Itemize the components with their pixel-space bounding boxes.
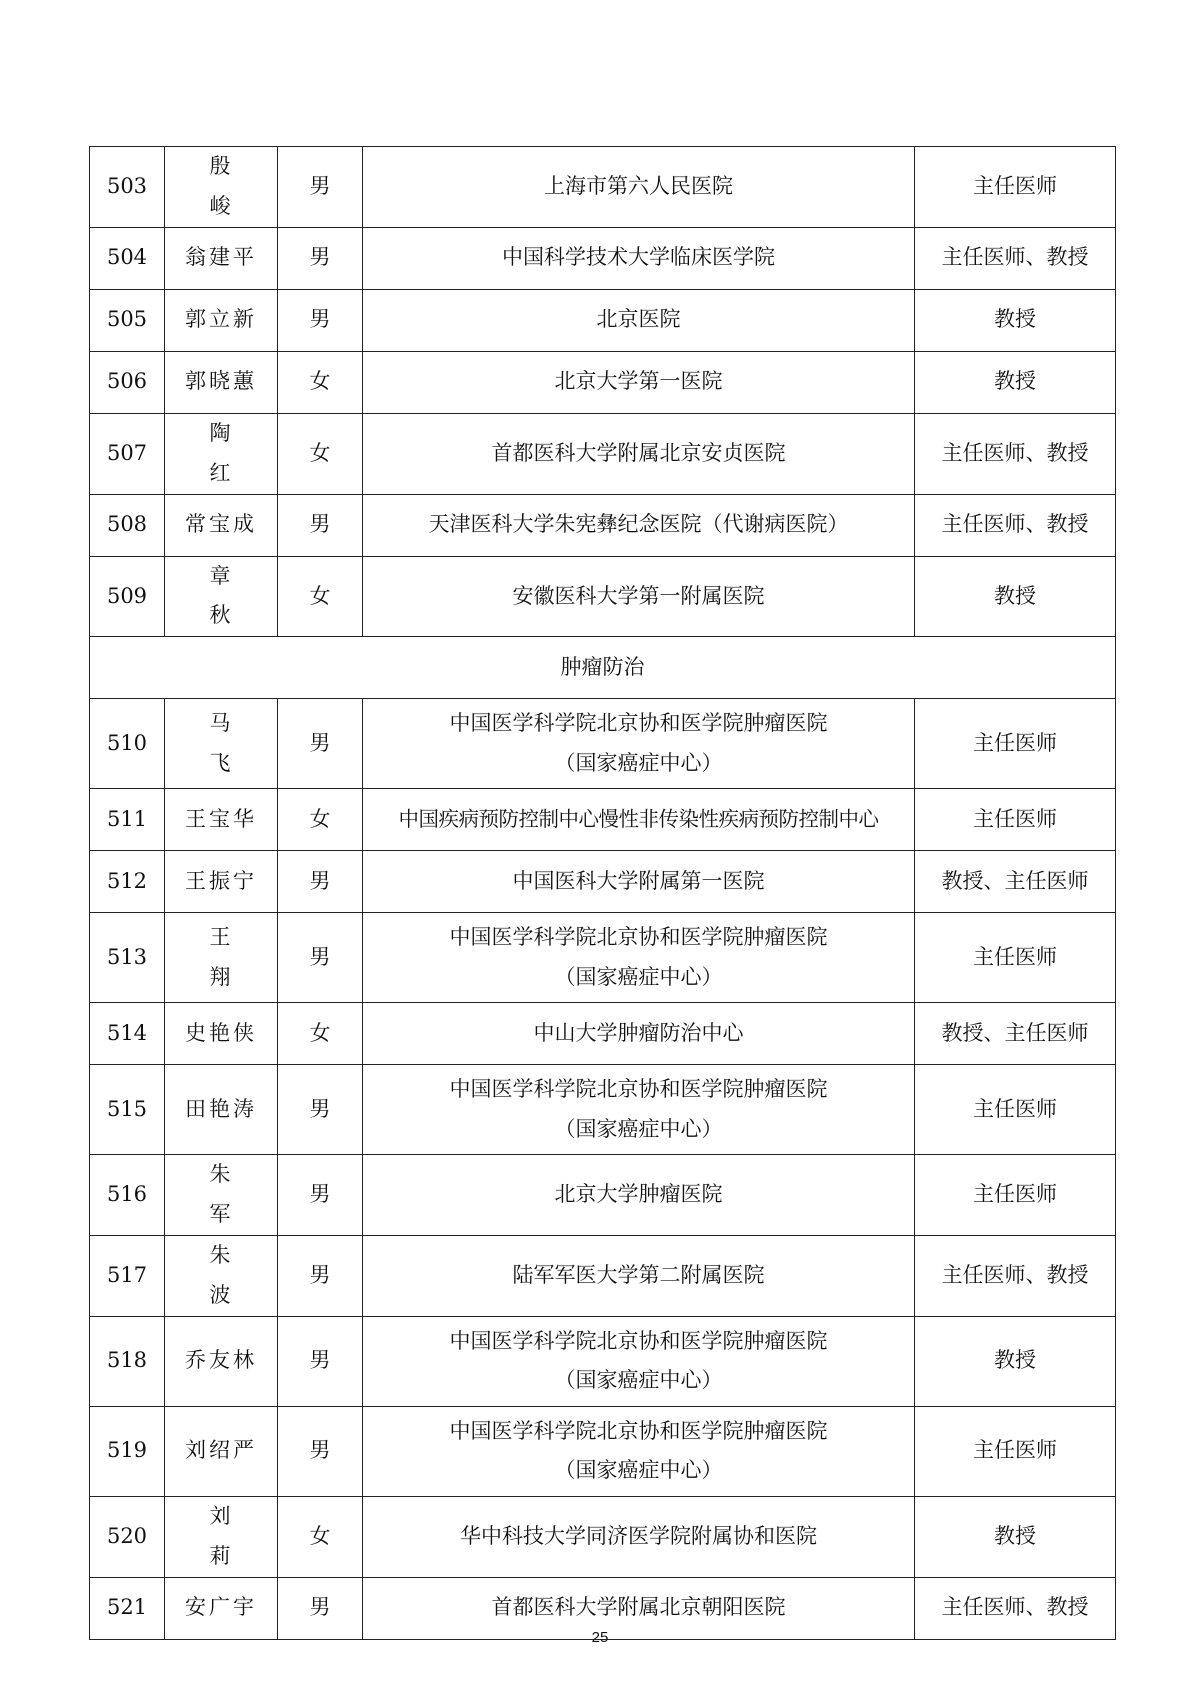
table-row	[90, 851, 1116, 913]
institution	[363, 1065, 915, 1155]
institution-line-2: （国家癌症中心）	[554, 1116, 723, 1141]
professional-title: 教授	[915, 289, 1116, 351]
institution: 上海市第六人民医院	[363, 147, 915, 228]
institution: 安徽医科大学第一附属医院	[363, 556, 915, 637]
institution: 中国科学技术大学临床医学院	[363, 227, 915, 289]
row-number: 518	[90, 1316, 165, 1406]
gender: 男	[278, 147, 363, 228]
professional-title: 主任医师	[915, 1155, 1116, 1236]
gender: 男	[278, 913, 363, 1003]
professional-title: 教授	[915, 351, 1116, 413]
gender: 男	[278, 494, 363, 556]
expert-name: 史艳侠	[165, 1003, 278, 1065]
table-row	[90, 1316, 1116, 1406]
institution	[363, 1003, 915, 1065]
institution	[363, 789, 915, 851]
gender: 男	[278, 1406, 363, 1496]
expert-name: 王宝华	[165, 789, 278, 851]
expert-name: 乔友林	[165, 1316, 278, 1406]
professional-title: 主任医师	[915, 913, 1116, 1003]
table-row	[90, 1155, 1116, 1236]
institution-line: 中国疾病预防控制中心慢性非传染性疾病预防控制中心	[398, 807, 879, 832]
gender: 男	[278, 1065, 363, 1155]
row-number: 519	[90, 1406, 165, 1496]
professional-title: 主任医师	[915, 789, 1116, 851]
expert-name: 朱波	[165, 1236, 278, 1317]
row-number: 521	[90, 1577, 165, 1639]
professional-title: 教授	[915, 1316, 1116, 1406]
table-row	[90, 789, 1116, 851]
institution: 北京大学第一医院	[363, 351, 915, 413]
institution	[363, 1236, 915, 1317]
row-number: 517	[90, 1236, 165, 1317]
professional-title: 教授、主任医师	[915, 851, 1116, 913]
gender: 女	[278, 556, 363, 637]
row-number: 505	[90, 289, 165, 351]
table-row	[90, 1406, 1116, 1496]
expert-name: 陶红	[165, 413, 278, 494]
institution: 北京医院	[363, 289, 915, 351]
gender: 男	[278, 227, 363, 289]
professional-title: 主任医师	[915, 1406, 1116, 1496]
row-number: 508	[90, 494, 165, 556]
institution	[363, 1406, 915, 1496]
professional-title: 主任医师	[915, 147, 1116, 228]
expert-name: 常宝成	[165, 494, 278, 556]
expert-name: 王振宁	[165, 851, 278, 913]
institution-line-2: （国家癌症中心）	[554, 750, 723, 775]
expert-name: 王翔	[165, 913, 278, 1003]
table-row	[90, 1496, 1116, 1577]
professional-title: 教授	[915, 556, 1116, 637]
expert-name: 翁建平	[165, 227, 278, 289]
professional-title: 教授	[915, 1496, 1116, 1577]
professional-title: 主任医师、教授	[915, 227, 1116, 289]
professional-title: 主任医师、教授	[915, 494, 1116, 556]
row-number: 513	[90, 913, 165, 1003]
table-row	[90, 1065, 1116, 1155]
expert-name: 刘莉	[165, 1496, 278, 1577]
row-number: 503	[90, 147, 165, 228]
institution-line: 中国医学科学院北京协和医学院肿瘤医院	[449, 1328, 828, 1353]
gender: 男	[278, 289, 363, 351]
table-row	[90, 556, 1116, 637]
table-row	[90, 147, 1116, 228]
institution	[363, 1316, 915, 1406]
row-number: 511	[90, 789, 165, 851]
institution-line: 中国医学科学院北京协和医学院肿瘤医院	[449, 924, 828, 949]
gender: 男	[278, 699, 363, 789]
professional-title: 主任医师	[915, 699, 1116, 789]
institution-line: 北京大学肿瘤医院	[554, 1182, 723, 1207]
row-number: 504	[90, 227, 165, 289]
expert-name: 马飞	[165, 699, 278, 789]
institution: 天津医科大学朱宪彝纪念医院（代谢病医院）	[363, 494, 915, 556]
row-number: 520	[90, 1496, 165, 1577]
row-number: 516	[90, 1155, 165, 1236]
table-row	[90, 351, 1116, 413]
table-row	[90, 699, 1116, 789]
gender: 女	[278, 1003, 363, 1065]
expert-name: 郭立新	[165, 289, 278, 351]
gender: 男	[278, 1577, 363, 1639]
gender: 男	[278, 851, 363, 913]
institution-line: 华中科技大学同济医学院附属协和医院	[460, 1523, 817, 1548]
gender: 男	[278, 1316, 363, 1406]
row-number: 514	[90, 1003, 165, 1065]
gender: 女	[278, 413, 363, 494]
table-row	[90, 1236, 1116, 1317]
institution: 首都医科大学附属北京安贞医院	[363, 413, 915, 494]
expert-name: 郭晓蕙	[165, 351, 278, 413]
institution	[363, 913, 915, 1003]
row-number: 509	[90, 556, 165, 637]
institution-line-2: （国家癌症中心）	[554, 964, 723, 989]
section-title: 肿瘤防治	[90, 637, 1116, 699]
institution-line: 陆军军医大学第二附属医院	[512, 1263, 765, 1288]
expert-name: 田艳涛	[165, 1065, 278, 1155]
expert-name: 殷峻	[165, 147, 278, 228]
institution-line-2: （国家癌症中心）	[554, 1368, 723, 1393]
expert-roster-table	[89, 146, 1116, 1640]
institution-line: 中国医学科学院北京协和医学院肿瘤医院	[449, 710, 828, 735]
table-row	[90, 1003, 1116, 1065]
gender: 男	[278, 1236, 363, 1317]
table-row	[90, 913, 1116, 1003]
professional-title: 教授、主任医师	[915, 1003, 1116, 1065]
institution	[363, 699, 915, 789]
row-number: 510	[90, 699, 165, 789]
table-row	[90, 413, 1116, 494]
professional-title: 主任医师、教授	[915, 413, 1116, 494]
section-row	[90, 637, 1116, 699]
table-row	[90, 289, 1116, 351]
expert-name: 章秋	[165, 556, 278, 637]
institution	[363, 851, 915, 913]
page-number: 25	[591, 1629, 609, 1646]
institution-line: 中国医学科学院北京协和医学院肿瘤医院	[449, 1418, 828, 1443]
gender: 女	[278, 1496, 363, 1577]
professional-title: 主任医师、教授	[915, 1236, 1116, 1317]
gender: 女	[278, 789, 363, 851]
row-number: 515	[90, 1065, 165, 1155]
row-number: 507	[90, 413, 165, 494]
row-number: 512	[90, 851, 165, 913]
table-row	[90, 227, 1116, 289]
professional-title: 主任医师、教授	[915, 1577, 1116, 1639]
institution	[363, 1155, 915, 1236]
expert-name: 朱军	[165, 1155, 278, 1236]
gender: 女	[278, 351, 363, 413]
table-row	[90, 494, 1116, 556]
expert-name: 刘绍严	[165, 1406, 278, 1496]
institution-line: 中山大学肿瘤防治中心	[533, 1020, 744, 1045]
row-number: 506	[90, 351, 165, 413]
institution-line-2: （国家癌症中心）	[554, 1458, 723, 1483]
professional-title: 主任医师	[915, 1065, 1116, 1155]
gender: 男	[278, 1155, 363, 1236]
expert-name: 安广宇	[165, 1577, 278, 1639]
institution-line: 中国医学科学院北京协和医学院肿瘤医院	[449, 1076, 828, 1101]
institution-line: 首都医科大学附属北京朝阳医院	[491, 1595, 786, 1620]
institution-line: 中国医科大学附属第一医院	[512, 868, 765, 893]
roster-body	[90, 147, 1116, 1640]
institution	[363, 1496, 915, 1577]
